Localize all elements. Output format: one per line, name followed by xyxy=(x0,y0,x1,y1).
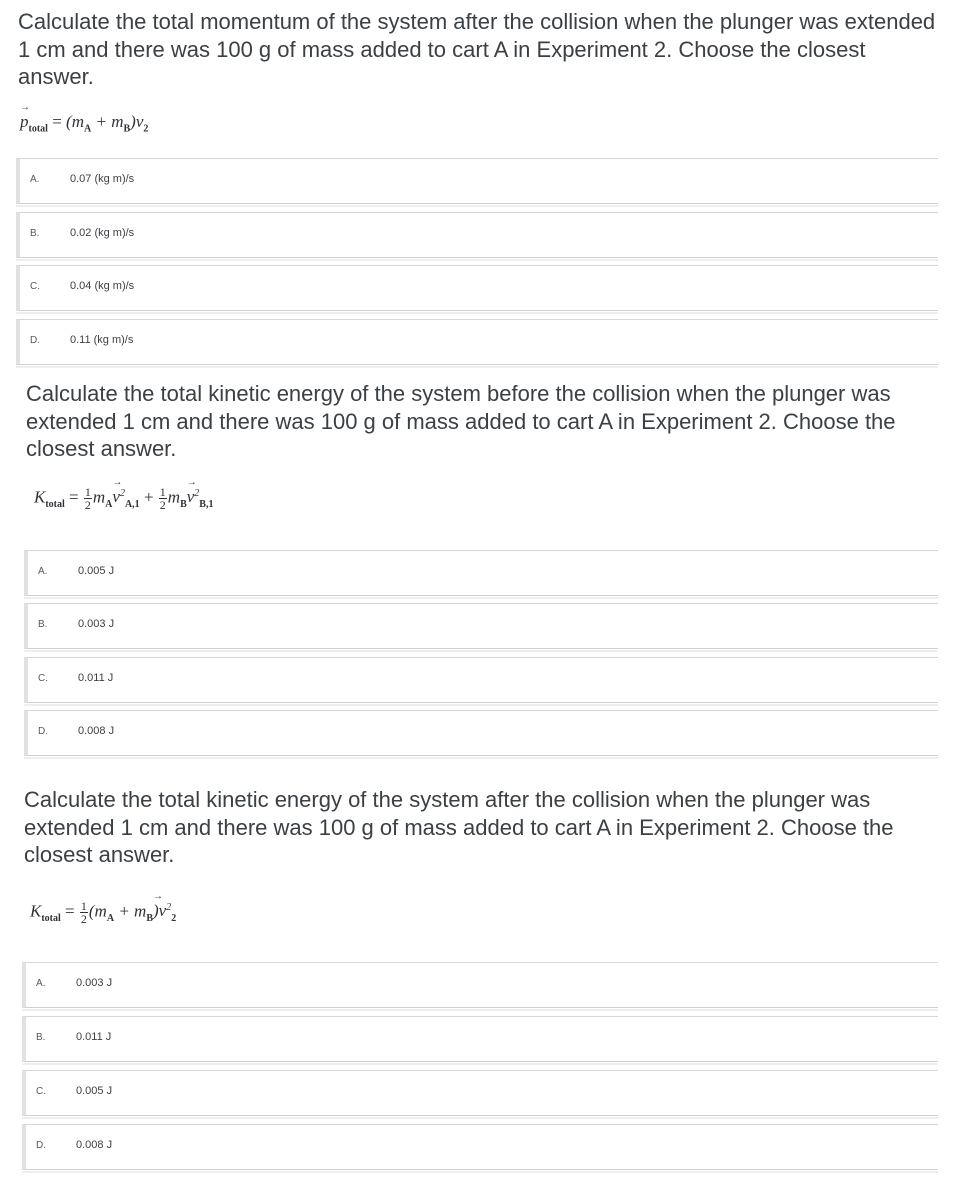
option-letter: A. xyxy=(38,566,48,577)
fraction-denominator: 2 xyxy=(84,498,91,512)
formula-symbol: → p xyxy=(20,112,29,132)
formula-term: + m xyxy=(95,112,124,131)
option-text: 0.003 J xyxy=(78,618,115,630)
option-letter: B. xyxy=(38,619,48,630)
formula-subscript: B xyxy=(146,912,153,924)
answer-option-d[interactable] xyxy=(16,319,938,365)
formula-fraction xyxy=(84,486,92,511)
answer-option-b[interactable] xyxy=(16,212,938,258)
question-text: Calculate the total kinetic energy of the system before the collision when the plunger was extended 1 cm and there was 100 g of mass added to cart A in Experiment 2. Choose the closest answer. xyxy=(26,381,896,461)
option-text: 0.005 J xyxy=(76,1085,113,1097)
option-letter: C. xyxy=(36,1086,46,1097)
option-letter: A. xyxy=(30,174,40,185)
formula-subscript: total xyxy=(28,123,48,135)
option-letter: D. xyxy=(36,1140,46,1151)
option-letter: C. xyxy=(38,673,48,684)
formula-fraction xyxy=(80,900,88,925)
formula-subscript: 2 xyxy=(143,123,149,135)
option-text: 0.02 (kg m)/s xyxy=(70,227,135,239)
option-letter: A. xyxy=(36,978,46,989)
option-text: 0.008 J xyxy=(78,725,115,737)
fraction-denominator: 2 xyxy=(80,912,87,926)
kinetic-energy-before-formula xyxy=(34,486,213,511)
fraction-denominator: 2 xyxy=(159,498,166,512)
formula-term: m xyxy=(167,487,181,507)
formula-term: (m xyxy=(66,112,84,131)
formula-subscript: B xyxy=(123,123,131,135)
answer-option-c[interactable] xyxy=(22,1070,938,1116)
formula-equals: = xyxy=(69,487,79,507)
formula-symbol: K xyxy=(34,487,46,507)
momentum-formula xyxy=(20,112,148,134)
formula-term: (m xyxy=(88,901,107,921)
formula-term: m xyxy=(92,487,106,507)
formula-subscript: 2 xyxy=(171,912,177,924)
formula-subscript: B xyxy=(180,498,187,510)
formula-subscript: A,1 xyxy=(124,498,140,510)
answer-option-d[interactable] xyxy=(22,1124,938,1170)
formula-symbol: K xyxy=(30,901,42,921)
formula-term: + m xyxy=(118,901,147,921)
formula-subscript: B,1 xyxy=(199,498,214,510)
formula-exponent: 2 xyxy=(166,901,172,913)
formula-subscript: total xyxy=(45,498,65,510)
answer-option-c[interactable] xyxy=(24,657,938,703)
option-text: 0.003 J xyxy=(76,977,113,989)
formula-subscript: A xyxy=(106,912,115,924)
answer-option-b[interactable] xyxy=(22,1016,938,1062)
formula-subscript: A xyxy=(105,498,113,510)
option-text: 0.008 J xyxy=(76,1139,113,1151)
option-letter: B. xyxy=(30,228,40,239)
option-text: 0.011 J xyxy=(76,1031,112,1043)
question-text: Calculate the total kinetic energy of the system after the collision when the plunger was extended 1 cm and there was 100 g of mass added to cart A in Experiment 2. Choose the closest answer. xyxy=(24,787,894,867)
formula-equals: = xyxy=(52,112,62,131)
answer-option-a[interactable] xyxy=(24,550,938,596)
formula-plus: + xyxy=(143,487,154,507)
option-text: 0.04 (kg m)/s xyxy=(70,280,135,292)
formula-term: → )v xyxy=(153,901,166,921)
option-letter: C. xyxy=(30,281,40,292)
formula-fraction xyxy=(159,486,167,511)
fraction-numerator: 1 xyxy=(84,485,91,499)
kinetic-energy-after-formula xyxy=(30,900,176,925)
answer-option-a[interactable] xyxy=(22,962,938,1008)
option-letter: D. xyxy=(38,726,48,737)
answer-option-a[interactable] xyxy=(16,158,938,204)
option-text: 0.11 (kg m)/s xyxy=(70,334,134,346)
question-text: Calculate the total momentum of the system after the collision when the plunger was extended 1 cm and there was 100 g of mass added to cart A in Experiment 2. Choose the closest answer. xyxy=(18,9,936,89)
answer-option-b[interactable] xyxy=(24,603,938,649)
fraction-numerator: 1 xyxy=(159,485,166,499)
formula-term: )v xyxy=(130,112,144,131)
fraction-numerator: 1 xyxy=(80,899,87,913)
formula-subscript: A xyxy=(84,123,92,135)
formula-subscript: total xyxy=(41,912,61,924)
formula-term: → v xyxy=(187,487,195,507)
option-text: 0.005 J xyxy=(78,565,115,577)
option-letter: D. xyxy=(30,335,40,346)
answer-option-c[interactable] xyxy=(16,265,938,311)
formula-term: → v xyxy=(112,487,120,507)
option-text: 0.07 (kg m)/s xyxy=(70,173,135,185)
formula-equals: = xyxy=(65,901,75,921)
formula-exponent: 2 xyxy=(119,487,125,499)
option-text: 0.011 J xyxy=(78,672,114,684)
answer-option-d[interactable] xyxy=(24,710,938,756)
formula-exponent: 2 xyxy=(194,487,200,499)
option-letter: B. xyxy=(36,1032,46,1043)
